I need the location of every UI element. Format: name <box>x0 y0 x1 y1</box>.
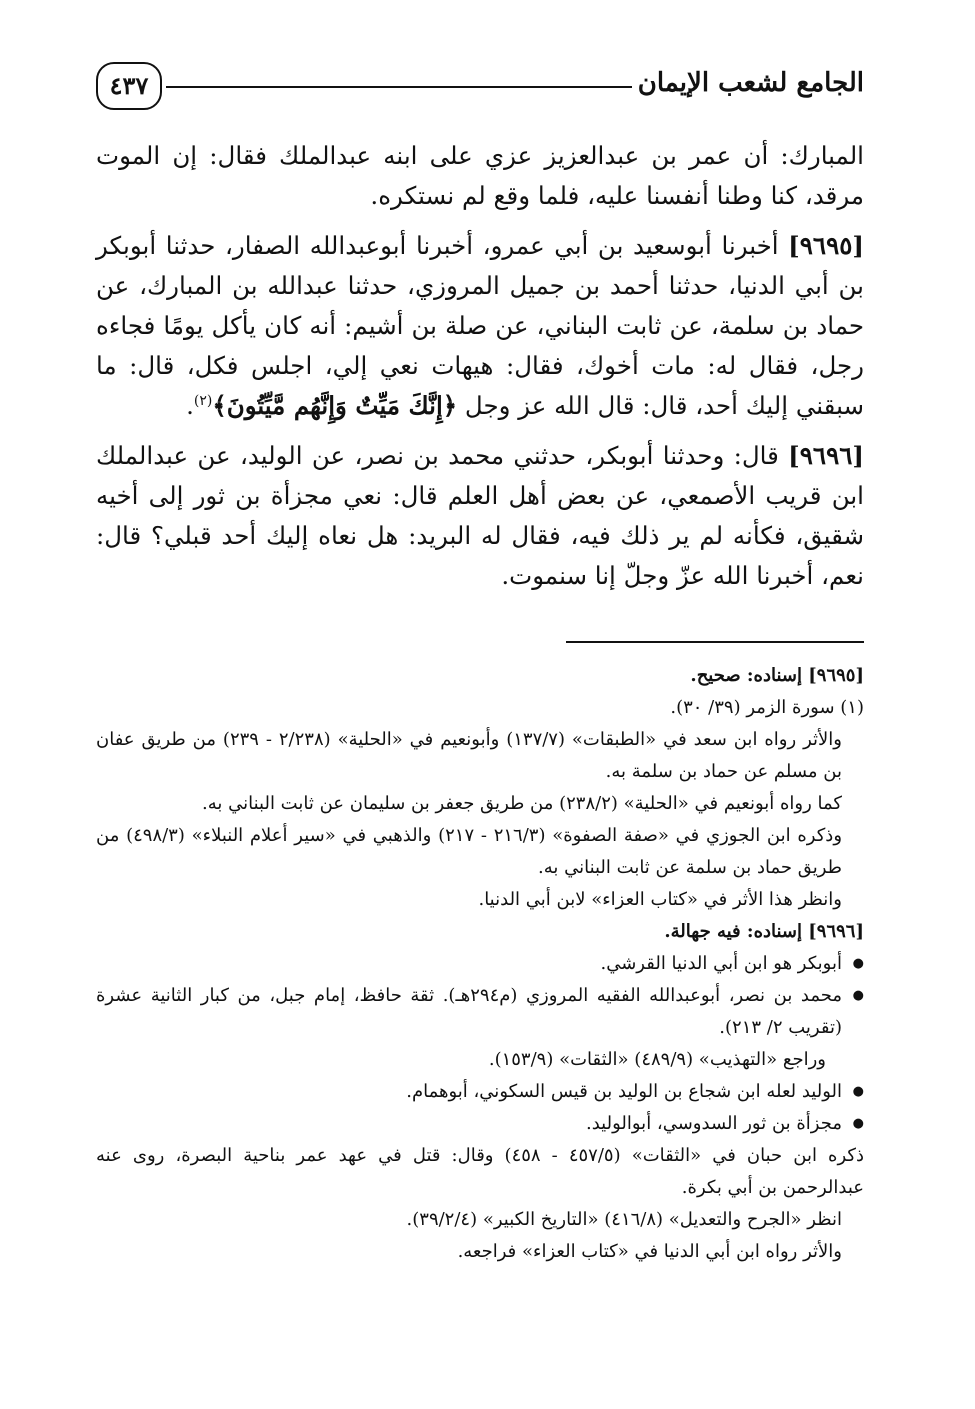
paragraph-continuation <box>96 136 864 216</box>
page-header <box>96 60 864 122</box>
quran-verse: ﴿إِنَّكَ مَيِّتٌ وَإِنَّهُم مَّيِّتُونَ﴾ <box>212 391 458 420</box>
footnotes <box>96 660 864 1268</box>
footnote-line: ذكره ابن حبان في «الثقات» (٤٥٧/٥ - ٤٥٨) وقال: قتل في عهد عمر بناحية البصرة، روى عنه عبدالرحمن بن أبي بكرة. <box>96 1145 864 1198</box>
footnote-separator <box>566 641 864 643</box>
hadith-number: [٩٦٩٥] <box>788 231 864 260</box>
footnote-bullet: ● الوليد لعله ابن شجاع بن الوليد بن قيس السكوني، أبوهمام. <box>96 1076 864 1108</box>
footnote-bullet: ● محمد بن نصر، أبوعبدالله الفقيه المروزي (م٢٩٤هـ). ثقة حافظ، إمام جبل، من كبار الثانية عشرة (تقريب ٢/ ٢١٣). <box>96 980 864 1044</box>
footnote-bullet: ● أبوبكر هو ابن أبي الدنيا القرشي. <box>96 948 864 980</box>
footnote-line: والأثر رواه ابن سعد في «الطبقات» (١٣٧/٧) وأبونعيم في «الحلية» (٢/٢٣٨ - ٢٣٩) من طريق عفان بن مسلم عن حماد بن سلمة به. <box>96 729 842 782</box>
hadith-number: [٩٦٩٦] <box>788 441 864 470</box>
footnote-line: وانظر هذا الأثر في «كتاب العزاء» لابن أبي الدنيا. <box>478 889 842 910</box>
header-rule <box>166 86 632 88</box>
main-text <box>96 136 864 606</box>
footnote-marker: (٢) <box>193 392 213 409</box>
hadith-9696 <box>96 436 864 596</box>
page-number: ٤٣٧ <box>96 62 162 110</box>
footnote-line: (١) سورة الزمر (٣٩/ ٣٠). <box>670 697 864 718</box>
footnote-line: والأثر رواه ابن أبي الدنيا في «كتاب العزاء» فراجعه. <box>457 1241 842 1262</box>
running-title: الجامع لشعب الإيمان <box>637 68 864 98</box>
sentence-end: . <box>186 391 194 420</box>
hadith-9695 <box>96 226 864 426</box>
footnote-line: وذكره ابن الجوزي في «صفة الصفوة» (٢١٦/٣ - ٢١٧) والذهبي في «سير أعلام النبلاء» (٤٩٨/٣) من طريق حماد بن سلمة عن ثابت البناني به. <box>96 825 843 878</box>
footnote-line: انظر «الجرح والتعديل» (٤١٦/٨) «التاريخ الكبير» (٣٩/٢/٤). <box>406 1209 842 1230</box>
paragraph-text: المبارك: أن عمر بن عبدالعزيز عزي على ابنه عبدالملك فقال: إن الموت مرقد، كنا وطنا أنفسنا عليه، فلما وقع لم نستكره. <box>96 141 864 210</box>
footnote-heading: [٩٦٩٦] إسناده: فيه جهالة. <box>664 921 864 942</box>
hadith-text: قال: وحدثنا أبوبكر، حدثني محمد بن نصر، عن الوليد، عن عبدالملك ابن قريب الأصمعي، عن بعض أهل العلم قال: نعي مجزأة بن ثور إلى أخيه شقيق، فكأنه لم ير ذلك فيه، فقال له البريد: هل نعاه إليك أحد قبلي؟ قال: نعم، أخبرنا الله عزّ وجلّ إنا سنموت. <box>96 441 864 590</box>
footnote-line: وراجع «التهذيب» (٤٨٩/٩) «الثقات» (١٥٣/٩). <box>488 1049 826 1070</box>
hadith-text: أخبرنا أبوسعيد بن أبي عمرو، أخبرنا أبوعبدالله الصفار، حدثنا أبوبكر بن أبي الدنيا، حدثنا أحمد بن جميل المروزي، حدثنا عبدالله بن المبارك، عن حماد بن سلمة، عن ثابت البناني، عن صلة بن أشيم: أنه كان يأكل يومًا فجاءه رجل، فقال له: مات أخوك، فقال: هيهات نعي إلي، اجلس فكل، قال: ما سبقني إليك أحد، قال: قال الله عز وجل <box>96 231 864 420</box>
footnote-bullet: ● مجزأة بن ثور السدوسي، أبوالوليد. <box>96 1108 864 1140</box>
footnote-line: كما رواه أبونعيم في «الحلية» (٢٣٨/٢) من طريق جعفر بن سليمان عن ثابت البناني به. <box>202 793 842 814</box>
footnote-heading: [٩٦٩٥] إسناده: صحيح. <box>690 665 864 686</box>
